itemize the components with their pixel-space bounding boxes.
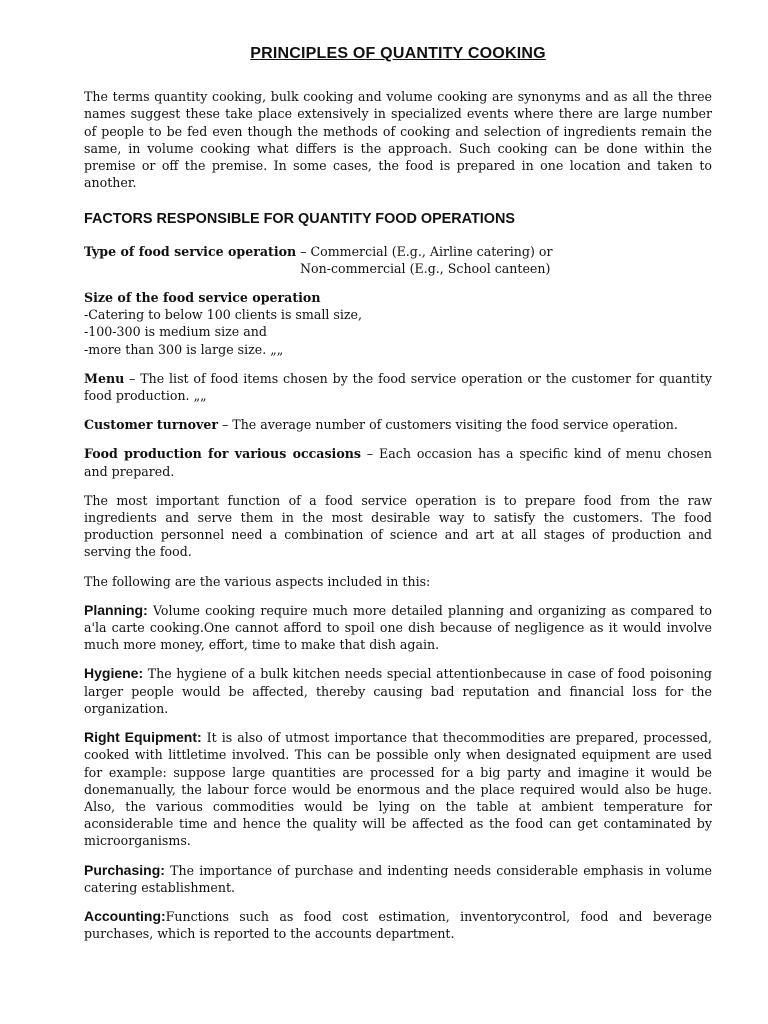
size-item: -more than 300 is large size. „„ xyxy=(84,341,284,357)
accounting-label: Accounting: xyxy=(84,907,166,924)
purchasing-text: The importance of purchase and indenting needs considerable emphasis in volume catering establishment. xyxy=(84,862,712,895)
food-production-occasions-paragraph xyxy=(84,445,712,479)
hygiene-paragraph xyxy=(84,665,712,717)
menu-paragraph xyxy=(84,370,712,404)
size-of-operation-paragraph xyxy=(84,289,712,358)
type-of-operation-paragraph xyxy=(84,243,712,277)
customer-turnover-paragraph xyxy=(84,416,712,433)
food-production-occasions-label: Food production for various occasions xyxy=(84,446,361,462)
page-title: PRINCIPLES OF QUANTITY COOKING xyxy=(250,45,546,62)
planning-paragraph xyxy=(84,602,712,654)
right-equipment-label: Right Equipment: xyxy=(84,729,202,746)
customer-turnover-label: Customer turnover xyxy=(84,417,218,433)
hygiene-text: The hygiene of a bulk kitchen needs special attentionbecause in case of food poisoning larger people would be affected, thereby causing bad reputation and financial loss for the organization. xyxy=(84,666,712,716)
right-equipment-text: It is also of utmost importance that thecommodities are prepared, processed, cooked with littletime involved. This can be possible only when designated equipment are used for example: suppose large quantities are processed for a big party and imagine it would be donemanually, the labour force would be enormous and the place required would also be huge. Also, the various commodities would be lying on the table at ambient temperature for aconsiderable time and hence the quality will be affected as the food can get contaminated by microorganisms. xyxy=(84,730,712,849)
type-of-operation-label: Type of food service operation xyxy=(84,243,297,259)
purchasing-label: Purchasing: xyxy=(84,861,165,878)
size-item: -100-300 is medium size and xyxy=(84,324,267,340)
planning-label: Planning: xyxy=(84,601,148,618)
right-equipment-paragraph xyxy=(84,729,712,849)
menu-text: – The list of food items chosen by the food service operation or the customer for quantity food production. „„ xyxy=(84,370,712,404)
size-of-operation-label: Size of the food service operation xyxy=(84,290,321,306)
intro-paragraph: The terms quantity cooking, bulk cooking and volume cooking are synonyms and as all the three names suggest these take place extensively in specialized events where there are large number of people to be fed even though the methods of cooking and selection of ingredients remain the same, in volume cooking what differs is the approach. Such cooking can be done within the premise or off the premise. In some cases, the food is prepared in one location and taken to another. xyxy=(84,89,712,191)
document-page xyxy=(84,40,712,954)
type-of-operation-line1: – Commercial (E.g., Airline catering) or xyxy=(296,243,553,259)
type-of-operation-line2: Non-commercial (E.g., School canteen) xyxy=(300,260,551,276)
aspects-intro-paragraph: The following are the various aspects included in this: xyxy=(84,573,431,589)
planning-text: Volume cooking require much more detailed planning and organizing as compared to a'la carte cooking.One cannot afford to spoil one dish because of negligence as it would involve much more money, effort, time to make that dish again. xyxy=(84,602,712,653)
purchasing-paragraph xyxy=(84,862,712,896)
accounting-paragraph xyxy=(84,908,712,942)
size-item: -Catering to below 100 clients is small size, xyxy=(84,307,362,323)
section-heading: FACTORS RESPONSIBLE FOR QUANTITY FOOD OPERATIONS xyxy=(84,211,515,228)
accounting-text: Functions such as food cost estimation, inventorycontrol, food and beverage purchases, which is reported to the accounts department. xyxy=(84,908,712,942)
food-production-occasions-text: – Each occasion has a specific kind of menu chosen and prepared. xyxy=(84,446,712,479)
important-function-paragraph: The most important function of a food service operation is to prepare food from the raw ingredients and serve them in the most desirable way to satisfy the customers. The food production personnel need a combination of science and art at all stages of production and serving the food. xyxy=(84,492,712,560)
hygiene-label: Hygiene: xyxy=(84,665,144,682)
customer-turnover-text: – The average number of customers visiting the food service operation. xyxy=(217,417,678,433)
menu-label: Menu xyxy=(84,370,125,386)
